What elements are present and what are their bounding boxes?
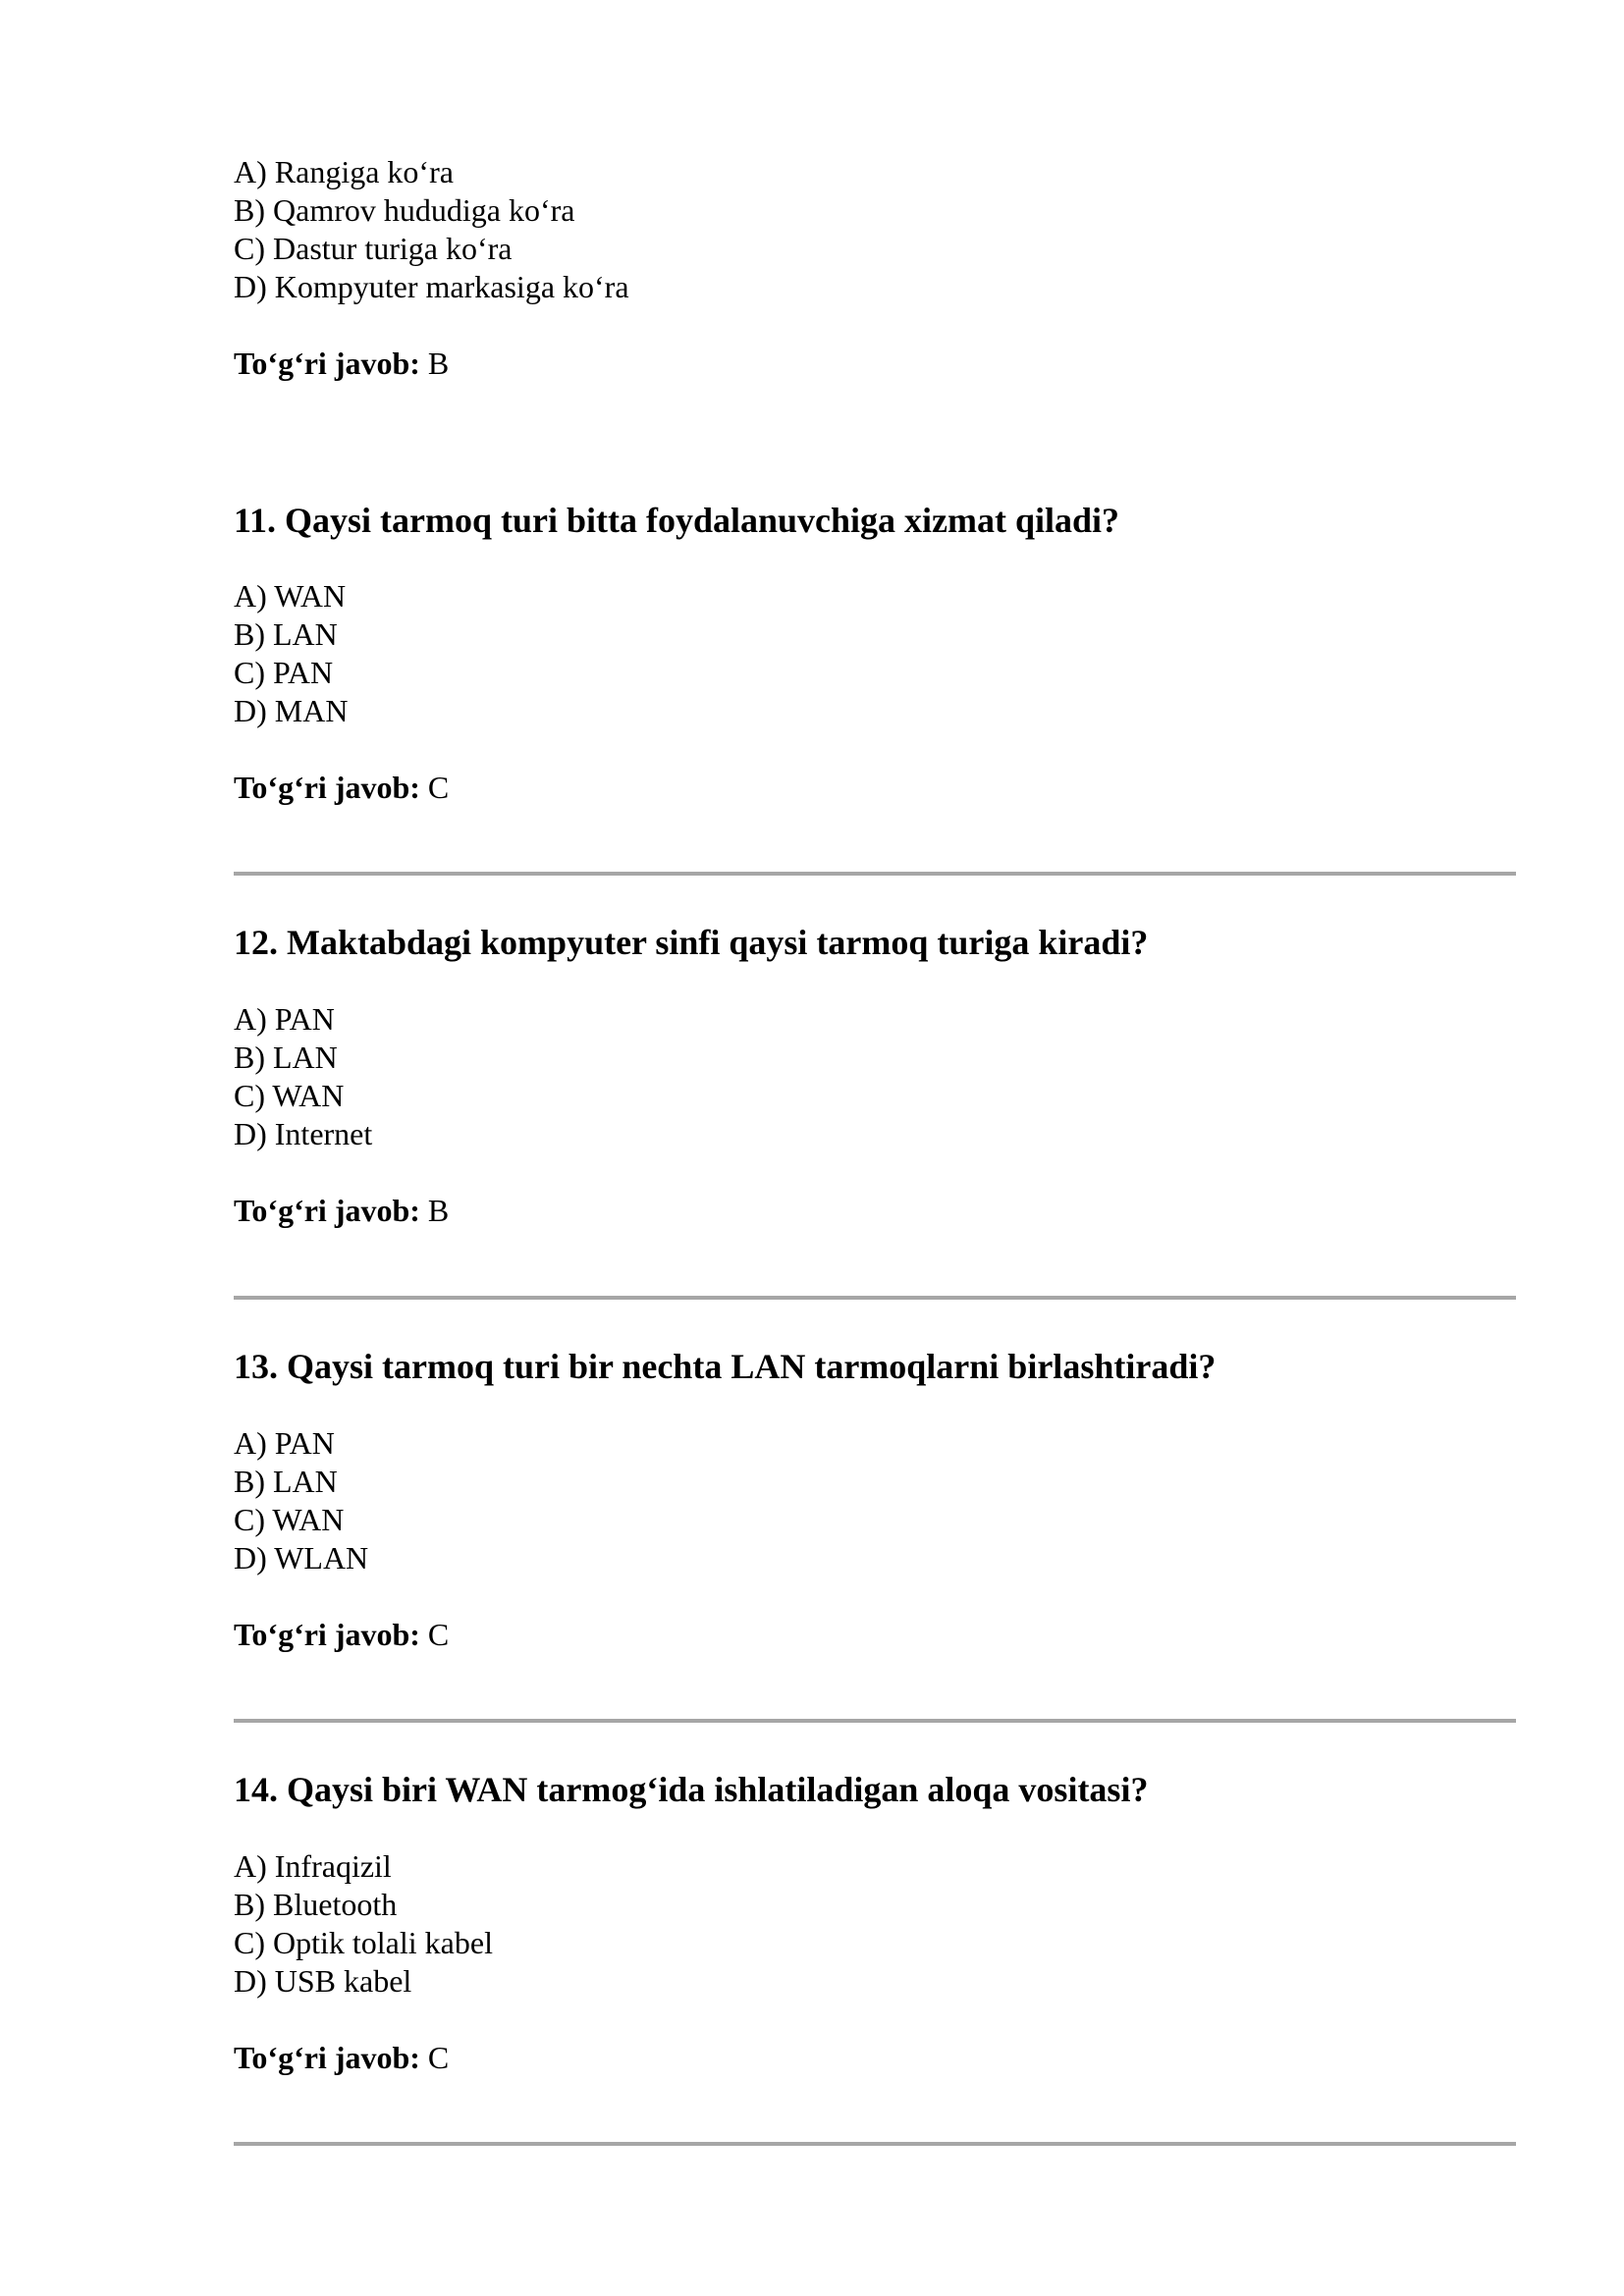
q10-option-b: B) Qamrov hududiga ko‘ra <box>234 192 575 228</box>
q12-options <box>234 1000 1516 1153</box>
divider <box>234 872 1516 876</box>
answer-label: To‘g‘ri javob: <box>234 346 420 381</box>
q11-option-c: C) PAN <box>234 655 334 690</box>
q13-option-d: D) WLAN <box>234 1540 369 1575</box>
answer-label: To‘g‘ri javob: <box>234 1617 420 1652</box>
answer-label: To‘g‘ri javob: <box>234 1193 420 1228</box>
q10-option-a: A) Rangiga ko‘ra <box>234 154 454 189</box>
q13-option-b: B) LAN <box>234 1464 338 1499</box>
q11-option-b: B) LAN <box>234 616 338 652</box>
q13-options <box>234 1424 1516 1577</box>
divider <box>234 1719 1516 1723</box>
answer-value: C <box>427 770 450 805</box>
divider <box>234 2142 1516 2146</box>
q14-option-a: A) Infraqizil <box>234 1848 392 1884</box>
divider <box>234 1296 1516 1300</box>
q12-option-d: D) Internet <box>234 1116 373 1151</box>
q10-option-d: D) Kompyuter markasiga ko‘ra <box>234 269 629 304</box>
q10-option-c: C) Dastur turiga ko‘ra <box>234 231 513 266</box>
document-page <box>234 0 1516 2296</box>
q10-options <box>234 153 1516 306</box>
q13-answer <box>234 1616 449 1654</box>
answer-value: B <box>427 1193 450 1228</box>
q14-title: 14. Qaysi biri WAN tarmog‘ida ishlatiladigan aloqa vositasi? <box>234 1770 1149 1809</box>
answer-label: To‘g‘ri javob: <box>234 770 420 805</box>
q13-option-a: A) PAN <box>234 1425 335 1461</box>
q14-answer <box>234 2039 449 2077</box>
q11-title: 11. Qaysi tarmoq turi bitta foydalanuvchiga xizmat qiladi? <box>234 501 1120 540</box>
q12-answer <box>234 1192 449 1230</box>
answer-value: C <box>427 1617 450 1652</box>
answer-value: C <box>427 2040 450 2075</box>
q14-option-d: D) USB kabel <box>234 1963 412 1999</box>
answer-label: To‘g‘ri javob: <box>234 2040 420 2075</box>
q12-option-b: B) LAN <box>234 1040 338 1075</box>
q11-answer <box>234 769 449 807</box>
q13-title: 13. Qaysi tarmoq turi bir nechta LAN tarmoqlarni birlashtiradi? <box>234 1347 1217 1386</box>
q14-option-c: C) Optik tolali kabel <box>234 1925 493 1960</box>
q14-option-b: B) Bluetooth <box>234 1887 398 1922</box>
q11-option-d: D) MAN <box>234 693 349 728</box>
q11-options <box>234 577 1516 730</box>
q11-option-a: A) WAN <box>234 578 347 614</box>
answer-value: B <box>427 346 450 381</box>
q13-option-c: C) WAN <box>234 1502 345 1537</box>
q12-option-c: C) WAN <box>234 1078 345 1113</box>
q12-title: 12. Maktabdagi kompyuter sinfi qaysi tarmoq turiga kiradi? <box>234 923 1149 962</box>
q14-options <box>234 1847 1516 2001</box>
q12-option-a: A) PAN <box>234 1001 335 1037</box>
q10-answer <box>234 345 449 383</box>
